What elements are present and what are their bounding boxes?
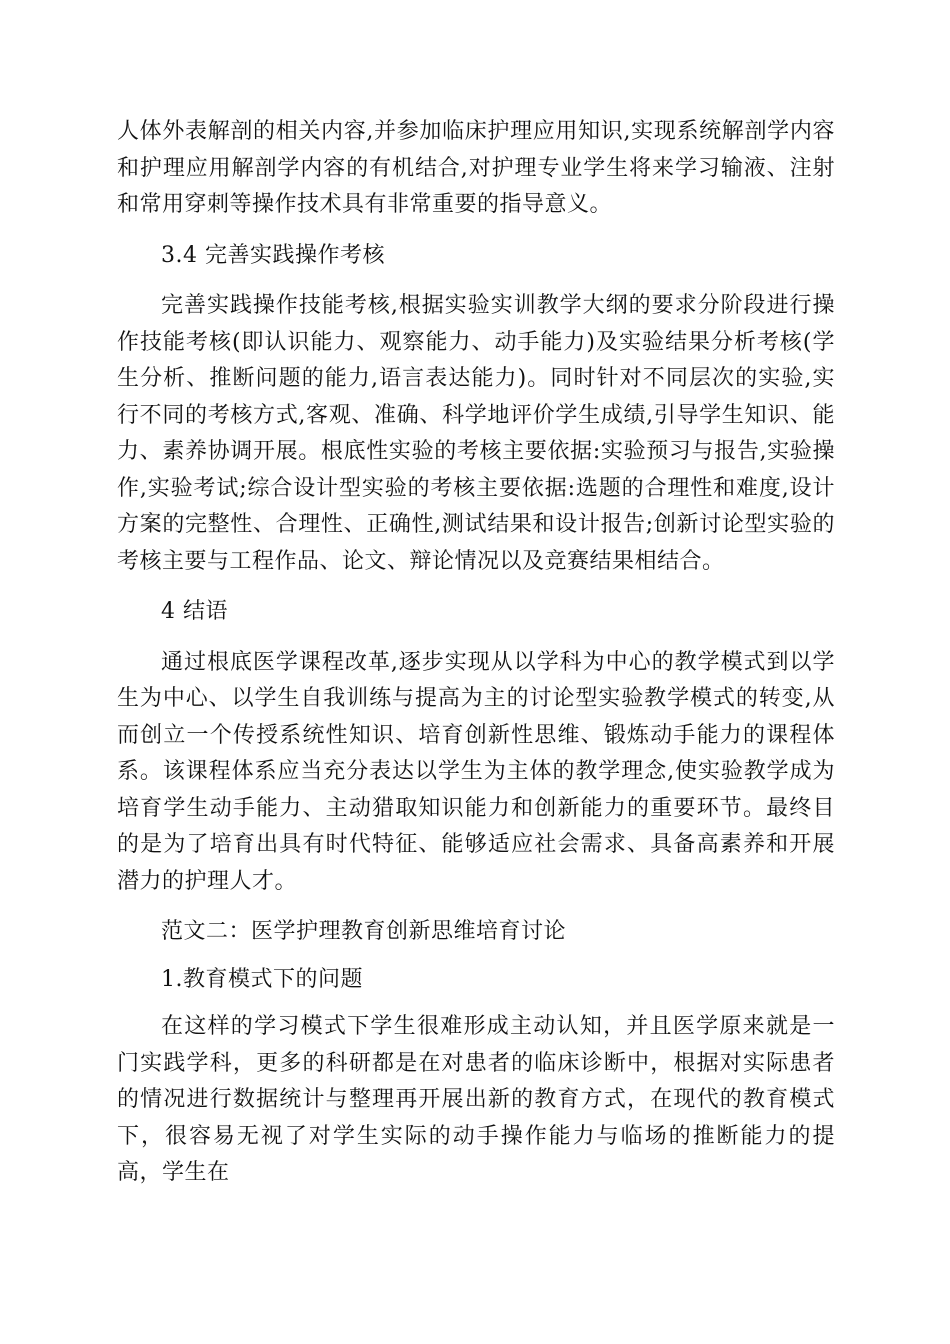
spacer [117,998,835,1009]
heading-sample-two: 范文二：医学护理教育创新思维培育讨论 [161,919,567,944]
paragraph-conclusion: 通过根底医学课程改革,逐步实现从以学科为中心的教学模式到以学生为中心、以学生自我训练与提高为主的讨论型实验教学模式的转变,从而创立一个传授系统性知识、培育创新性思维、锻炼动手能力的课程体系。该课程体系应当充分表达以学生为主体的教学理念,使实验教学成为培育学生动手能力、主动猎取知识能力和创新能力的重要环节。最终目的是为了培育出具有时代特征、能够适应社会需求、具备高素养和开展潜力的护理人才。 [117,649,835,894]
spacer [117,951,835,962]
paragraph-education-problems: 在这样的学习模式下学生很难形成主动认知，并且医学原来就是一门实践学科，更多的科研都是在对患者的临床诊断中，根据对实际患者的情况进行数据统计与整理再开展出新的教育方式，在现代的教育模式下，很容易无视了对学生实际的动手操作能力与临场的推断能力的提高，学生在 [117,1014,835,1185]
document-body [117,114,835,1192]
spacer [117,631,835,645]
heading-section-1: 1.教育模式下的问题 [161,966,363,992]
paragraph-assessment: 完善实践操作技能考核,根据实验实训教学大纲的要求分阶段进行操作技能考核(即认识能力、观察能力、动手能力)及实验结果分析考核(学生分析、推断问题的能力,语言表达能力)。同时针对不同层次的实验,实行不同的考核方式,客观、准确、科学地评价学生成绩,引导学生知识、能力、素养协调开展。根底性实验的考核主要依据:实验预习与报告,实验操作,实验考试;综合设计型实验的考核主要依据:选题的合理性和难度,设计方案的完整性、合理性、正确性,测试结果和设计报告;创新讨论型实验的考核主要与工程作品、论文、辩论情况以及竞赛结果相结合。 [117,293,835,574]
spacer [117,580,835,594]
paragraph-anatomy-continuation: 人体外表解剖的相关内容,并参加临床护理应用知识,实现系统解剖学内容和护理应用解剖学内容的有机结合,对护理专业学生将来学习输液、注射和常用穿刺等操作技术具有非常重要的指导意义。 [117,119,835,217]
heading-section-4: 4 结语 [161,599,228,624]
spacer [117,900,835,914]
spacer [117,224,835,238]
spacer [117,274,835,288]
heading-section-3-4: 3.4 完善实践操作考核 [161,242,385,268]
